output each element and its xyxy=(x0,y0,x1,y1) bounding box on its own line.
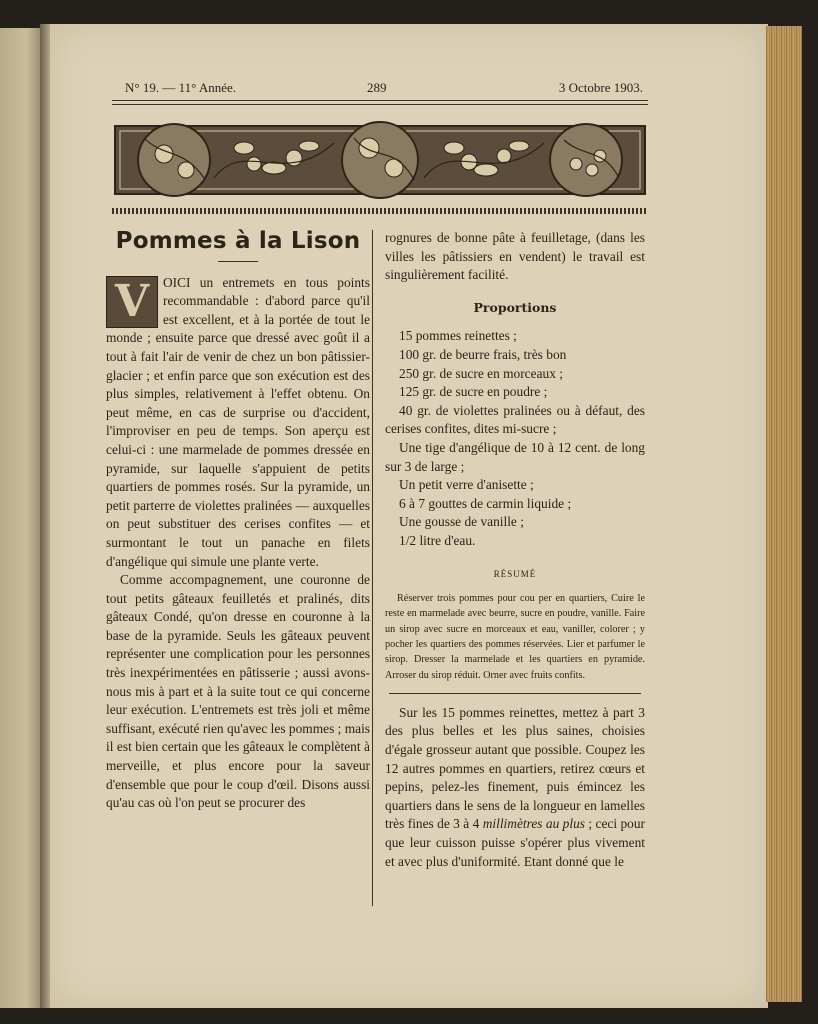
header-rule xyxy=(112,100,648,105)
intro-paragraph xyxy=(106,274,370,572)
ingredient-item: Une gousse de vanille ; xyxy=(399,514,524,530)
facing-page-edge xyxy=(0,28,44,1008)
right-column xyxy=(385,229,645,871)
issue-number: N° 19. — 11° Année. xyxy=(125,80,237,95)
method-paragraph xyxy=(385,704,645,871)
ingredient-item: 15 pommes reinettes ; xyxy=(399,328,517,344)
running-header xyxy=(125,80,643,100)
method-text-end: ; ceci pour que leur cuisson puisse s'opérer plus vivement et avec plus d'uniformité. Etant donné que le xyxy=(385,816,645,869)
continuation-paragraph: rognures de bonne pâte à feuilletage, (dans les villes les pâtissiers en vendent) le travail est singulièrement facilité. xyxy=(385,230,645,283)
ingredient-item: 100 gr. de beurre frais, très bon xyxy=(399,346,567,362)
ingredient-item: Un petit verre d'anisette ; xyxy=(399,477,534,493)
floral-ornament-banner xyxy=(114,118,646,202)
method-text-start: Sur les 15 pommes reinettes, mettez à part 3 des plus belles et les plus saines, choisies d'égale grosseur autant que possible. Coupez les 12 autres pommes en quartiers, retirez cœurs et pepins, pelez-les finement, puis émincez les quartiers dans le sens de la longueur en lamelles très fines de 3 à 4 xyxy=(385,704,645,832)
resume-heading: RÉSUMÉ xyxy=(493,568,537,579)
method-emphasis: millimètres au plus xyxy=(482,816,585,832)
ingredient-list xyxy=(385,327,645,550)
intro-text: OICI un entremets en tous points recommandable : d'abord parce qu'il est excellent, et à la portée de tout le monde ; ensuite parce que dressé avec goût il a tout à fait l'air de venir de chez un bon pâtissier-glacier ; et enfin parce que son exécution est des plus simples, relativement à l'effet obtenu. On peut même, en cas de surprise ou d'accident, l'improviser en peu de temps. Son aperçu est celui-ci : une marmelade de pommes dressée en pyramide, sur laquelle s'appuient de petits quartiers de pommes rosés. Sur la pyramide, un petit parterre de violettes pralinées — auxquelles on peut substituer des cerises confites — et surmontant le tout un panache en filets d'angélique qui simule une plante verte. xyxy=(106,274,370,569)
proportions-heading: Proportions xyxy=(473,299,557,315)
page-number: 289 xyxy=(367,80,387,95)
drop-cap: V xyxy=(106,276,158,328)
ingredient-item: 40 gr. de violettes pralinées ou à défaut, des cerises confites, dites mi-sucre ; xyxy=(385,402,645,437)
resume-rule xyxy=(389,693,641,694)
article-title: Pommes à la Lison xyxy=(115,228,361,254)
issue-date: 3 Octobre 1903. xyxy=(558,80,643,95)
ornament-rule xyxy=(112,208,648,214)
ingredient-item: 125 gr. de sucre en poudre ; xyxy=(399,384,548,400)
ingredient-item: 1/2 litre d'eau. xyxy=(399,532,476,548)
ingredient-item: Une tige d'angélique de 10 à 12 cent. de long sur 3 de large ; xyxy=(385,439,645,474)
title-rule xyxy=(218,261,258,262)
ingredient-item: 6 à 7 gouttes de carmin liquide ; xyxy=(399,495,572,511)
accompaniment-paragraph: Comme accompagnement, une couronne de tout petits gâteaux feuilletés et pralinés, dits gâteaux Condé, qu'on dresse en couronne à la base de la pyramide. Seuls les gâteaux peuvent représenter une complication pour les personnes très inexpérimentées en pâtisserie ; aussi avons-nous mis à part et à la suite tout ce qui concerne leur exécution. L'entremets est très joli et même suffisant, exécuté rien qu'avec les pommes ; mais il est bien certain que les gâteaux le complètent à merveille, et plus encore pour la saveur d'ensemble que pour le coup d'œil. Disons aussi qu'au cas où l'on peut se procurer des xyxy=(106,572,370,811)
ingredient-item: 250 gr. de sucre en morceaux ; xyxy=(399,365,563,381)
resume-text: Réserver trois pommes pour cou per en quartiers, Cuire le reste en marmelade avec beurre, sucre en poudre, vanille. Faire un sirop avec sucre en morceaux et eau, vaniller, colorer ; y pocher les quartiers des pommes réservées. Lier et parfumer le sirop. Dresser la marmelade et les quartiers en pyramide. Arroser du sirop réduit. Orner avec fruits confits. xyxy=(385,593,645,681)
column-divider xyxy=(372,230,373,906)
left-column xyxy=(106,226,370,813)
page-stack-edge xyxy=(766,26,802,1002)
